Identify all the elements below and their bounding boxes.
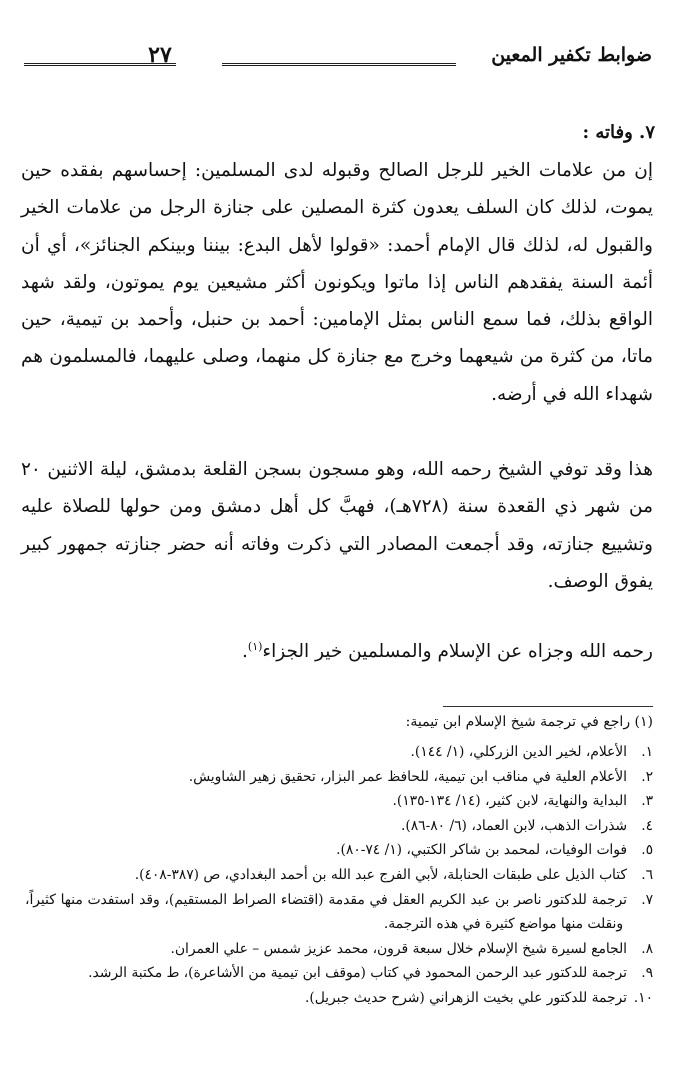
footnote-source-item	[25, 765, 653, 790]
footnote-source-item	[25, 838, 653, 863]
closing-prayer-end: .	[242, 641, 248, 663]
footnote-source-number: ٧.	[641, 891, 653, 908]
footnote-source-item	[25, 961, 653, 986]
footnote-source-text: ترجمة للدكتور ناصر بن عبد الكريم العقل في مقدمة (اقتضاء الصراط المستقيم)، وقد استفدت منها كثيراً، ونقلت منها مواضع كثيرة في هذه الترجمة.	[25, 891, 627, 933]
footnote-source-number: ٤.	[641, 817, 653, 834]
footnote-source-item	[25, 863, 653, 888]
footnote-source-text: البداية والنهاية، لابن كثير، (١٤/ ١٣٤-١٣٥).	[392, 793, 627, 810]
footnote-source-list	[25, 740, 653, 1011]
footnote-source-item	[25, 740, 653, 765]
footnote-source-text: الجامع لسيرة شيخ الإسلام خلال سبعة قرون، محمد عزيز شمس – علي العمران.	[170, 940, 627, 957]
footnote-separator	[443, 706, 653, 707]
footnote-source-item	[25, 888, 653, 937]
footnote-source-text: ترجمة للدكتور علي بخيت الزهراني (شرح حديث جبريل).	[304, 989, 627, 1006]
body-paragraph: هذا وقد توفي الشيخ رحمه الله، وهو مسجون بسجن القلعة بدمشق، ليلة الاثنين ٢٠ من شهر ذي القعدة سنة (٧٢٨هـ)، فهبَّ كل أهل دمشق ومن حولها للصلاة عليه وتشييع جنازته، وقد أجمعت المصادر التي ذكرت وفاته أنه حضر جنازته جمهور كبير يفوق الوصف.	[21, 459, 653, 592]
running-header-title: ضوابط تكفير المعين	[491, 44, 652, 66]
header-rule	[24, 63, 176, 66]
footnote-source-text: شذرات الذهب، لابن العماد، (٦/ ٨٠-٨٦).	[400, 817, 627, 834]
footnote-number: (١)	[634, 714, 653, 730]
page-number: ٢٧	[148, 42, 172, 68]
closing-prayer	[242, 640, 653, 662]
footnote-source-number: ١٠.	[633, 989, 653, 1006]
closing-prayer-text: رحمه الله وجزاه عن الإسلام والمسلمين خير الجزاء	[262, 641, 653, 663]
footnote-source-text: ترجمة للدكتور عبد الرحمن المحمود في كتاب (موقف ابن تيمية من الأشاعرة)، ط مكتبة الرشد.	[88, 965, 627, 982]
footnote-intro-text: راجع في ترجمة شيخ الإسلام ابن تيمية:	[405, 714, 631, 730]
body-paragraph: إن من علامات الخير للرجل الصالح وقبوله لدى المسلمين: إحساسهم بفقده حين يموت، لذلك كان السلف يعدون كثرة المصلين على جنازة الرجل من علامات الخير والقبول له، لذلك قال الإمام أحمد: «قولوا لأهل البدع: بيننا وبينكم الجنائز»، أي أن أئمة السنة يفقدهم الناس إذا ماتوا ويكونون أكثر مشيعين يوم يموتون، ولقد شهد الواقع بذلك، فما سمع الناس بمثل الإمامين: أحمد بن حنبل، وأحمد بن تيمية، حين ماتا، من كثرة من شيعهما وخرج مع جنازة كل منهما، وصلى عليهما، فالمسلمون هم شهداء الله في أرضه.	[21, 160, 653, 405]
footnote-source-item	[25, 814, 653, 839]
section-heading: ٧. وفاته :	[582, 122, 655, 143]
footnote-source-item	[25, 789, 653, 814]
footnote-intro	[406, 714, 653, 730]
footnote-source-text: كتاب الذيل على طبقات الحنابلة، لأبي الفرج عبد الله بن أحمد البغدادي، ص (٣٨٧-٤٠٨).	[134, 866, 627, 883]
footnote-source-item	[25, 937, 653, 962]
footnote-source-number: ٣.	[641, 793, 653, 810]
footnote-source-number: ٨.	[641, 940, 653, 957]
footnote-source-text: فوات الوفيات، لمحمد بن شاكر الكتبي، (١/ ٧٤-٨٠).	[336, 842, 627, 859]
footnote-source-number: ٦.	[641, 866, 653, 883]
footnote-marker: (١)	[247, 640, 263, 653]
footnote-source-number: ١.	[641, 744, 653, 760]
footnote-source-item	[25, 986, 653, 1011]
footnote-source-number: ٥.	[641, 842, 653, 859]
footnote-source-text: الأعلام، لخير الدين الزركلي، (١/ ١٤٤).	[410, 744, 627, 760]
footnote-source-number: ٩.	[641, 965, 653, 982]
footnote-source-number: ٢.	[641, 768, 653, 785]
footnote-source-text: الأعلام العلية في مناقب ابن تيمية، للحافظ عمر البزار، تحقيق زهير الشاويش.	[188, 768, 627, 785]
header-rule	[222, 63, 456, 66]
running-header	[24, 44, 652, 74]
